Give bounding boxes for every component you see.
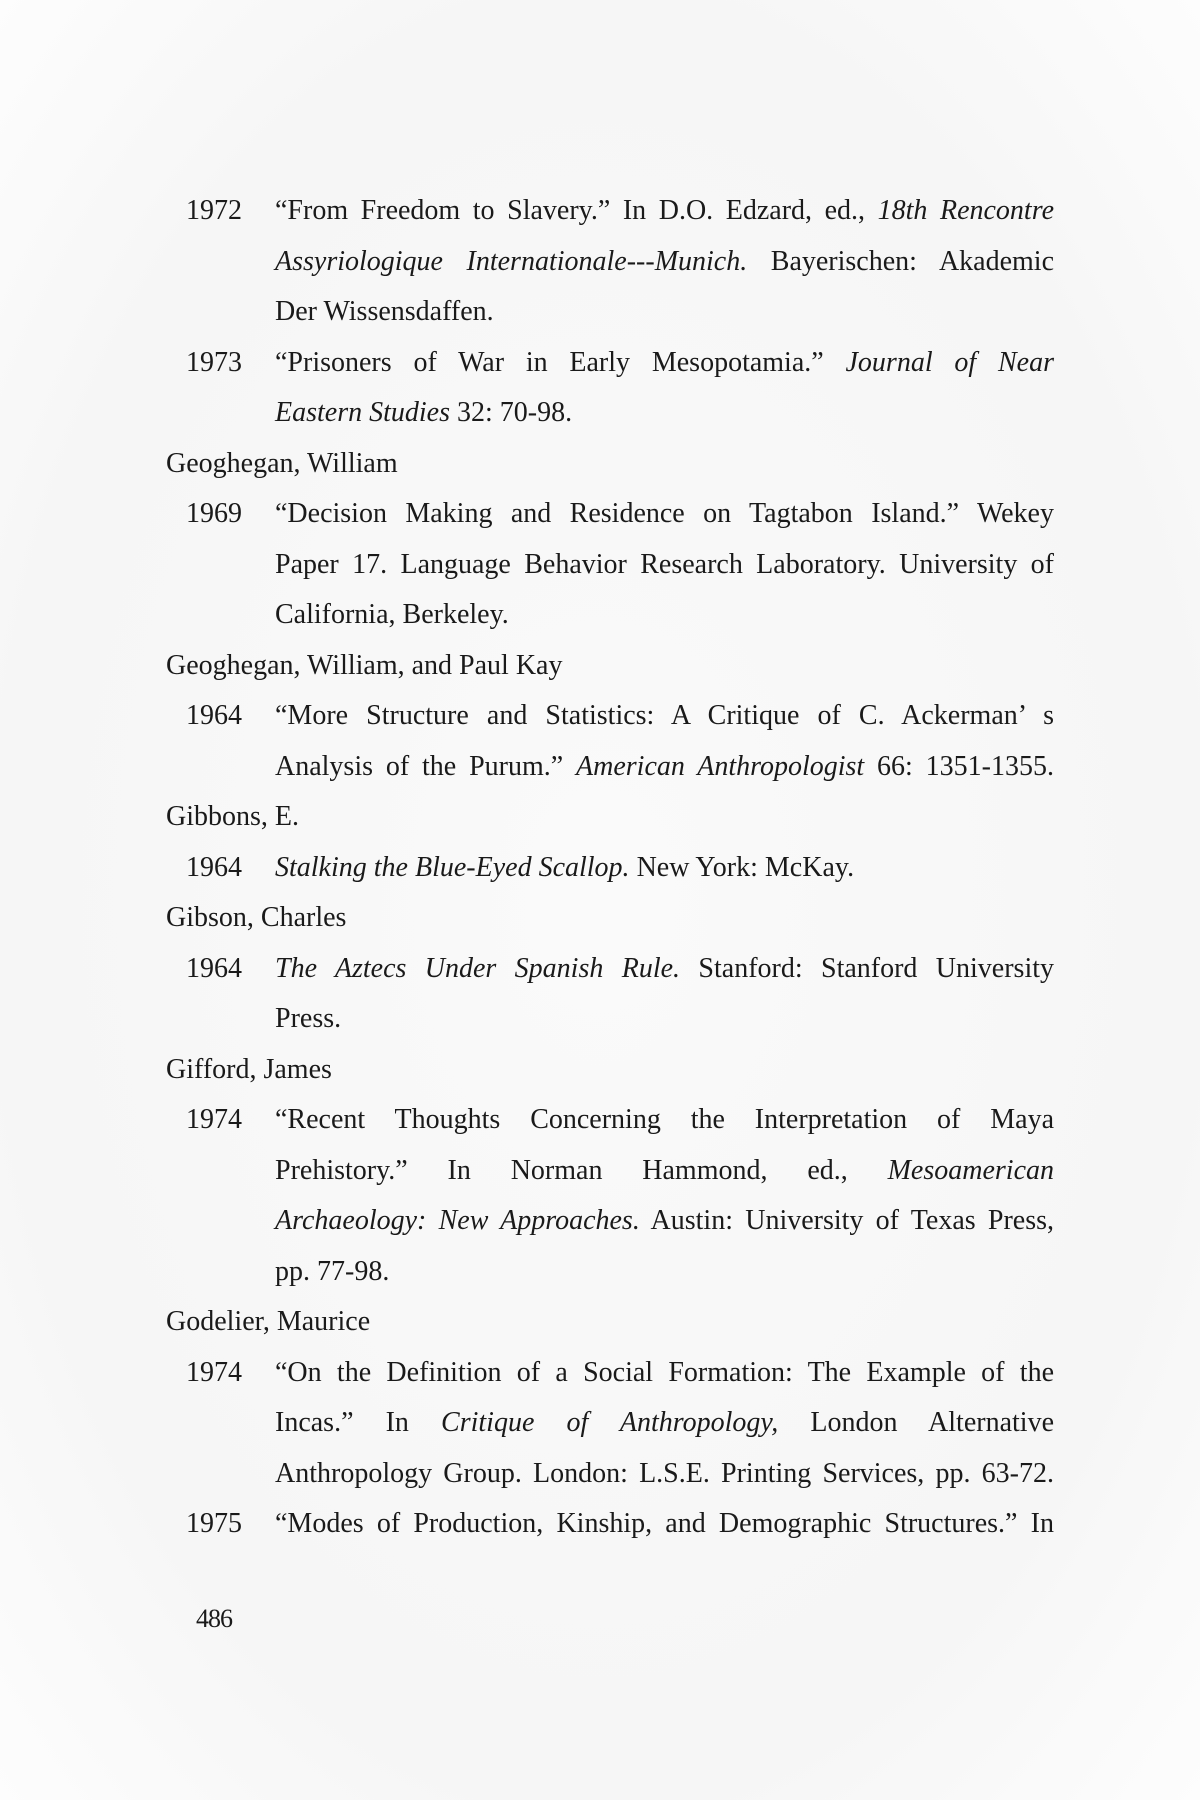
author-heading: Gifford, James bbox=[166, 1053, 332, 1085]
italic-title: Assyriologique Internationale---Munich. bbox=[275, 245, 748, 277]
citation-line bbox=[275, 1456, 1054, 1492]
italic-title: Critique of Anthropology, bbox=[441, 1407, 779, 1438]
entry-year: 1974 bbox=[186, 1104, 242, 1135]
citation-text: London Alternative bbox=[778, 1407, 1054, 1438]
citation-text: “Prisoners of War in Early Mesopotamia.” bbox=[275, 346, 846, 378]
citation-text: Stanford: Stanford University bbox=[680, 952, 1055, 984]
citation-line bbox=[275, 1506, 1054, 1542]
citation-text: Der Wissensdaffen. bbox=[275, 296, 494, 327]
citation-text: “Recent Thoughts Concerning the Interpretation of Maya bbox=[275, 1104, 1054, 1135]
citation-text: Paper 17. Language Behavior Research Laboratory. University of bbox=[275, 548, 1054, 580]
citation-text: “From Freedom to Slavery.” In D.O. Edzard, ed., bbox=[275, 195, 878, 226]
citation-line bbox=[275, 1102, 1054, 1138]
citation-text: Austin: University of Texas Press, bbox=[639, 1205, 1054, 1236]
italic-title: The Aztecs Under Spanish Rule. bbox=[275, 952, 681, 984]
citation-line bbox=[275, 294, 1054, 330]
citation-line bbox=[275, 547, 1054, 583]
citation-text: Press. bbox=[275, 1003, 342, 1034]
entry-year: 1964 bbox=[186, 700, 242, 731]
citation-text: “On the Definition of a Social Formation: The Example of the bbox=[275, 1356, 1054, 1388]
citation-line bbox=[275, 698, 1054, 734]
citation-text: Bayerischen: Akademic bbox=[747, 245, 1055, 277]
entry-year: 1969 bbox=[186, 498, 242, 529]
italic-title: Journal of Near bbox=[845, 346, 1054, 378]
citation-line bbox=[275, 395, 1054, 431]
entry-year: 1972 bbox=[186, 195, 242, 226]
citation-line bbox=[275, 1203, 1054, 1239]
citation-line bbox=[275, 749, 1054, 785]
author-heading: Geoghegan, William, and Paul Kay bbox=[166, 649, 563, 681]
citation-line bbox=[275, 345, 1054, 381]
italic-title: Mesoamerican bbox=[887, 1154, 1054, 1186]
citation-line bbox=[275, 1405, 1054, 1441]
citation-text: “More Structure and Statistics: A Critique of C. Ackerman’ s bbox=[275, 700, 1054, 731]
citation-text: Anthropology Group. London: L.S.E. Printing Services, pp. 63-72. bbox=[275, 1457, 1054, 1489]
citation-line bbox=[275, 1355, 1054, 1391]
page-number: 486 bbox=[196, 1604, 232, 1633]
citation-line bbox=[275, 496, 1054, 532]
citation-line bbox=[275, 1001, 1054, 1037]
citation-text: Incas.” In bbox=[275, 1407, 442, 1438]
italic-title: American Anthropologist bbox=[576, 750, 865, 782]
author-heading: Godelier, Maurice bbox=[166, 1306, 371, 1337]
entry-year: 1974 bbox=[186, 1356, 242, 1388]
citation-text: Analysis of the Purum.” bbox=[275, 750, 577, 782]
italic-title: Archaeology: New Approaches. bbox=[275, 1205, 640, 1236]
entry-year: 1964 bbox=[186, 952, 242, 984]
citation-line bbox=[275, 1153, 1054, 1189]
entry-year: 1973 bbox=[186, 346, 242, 378]
citation-text: “Modes of Production, Kinship, and Demographic Structures.” In bbox=[275, 1508, 1054, 1539]
author-heading: Geoghegan, William bbox=[166, 447, 398, 479]
author-heading: Gibbons, E. bbox=[166, 801, 299, 832]
entry-year: 1975 bbox=[186, 1508, 242, 1539]
citation-text: 32: 70-98. bbox=[450, 397, 573, 428]
citation-line bbox=[275, 850, 1054, 886]
citation-text: “Decision Making and Residence on Tagtabon Island.” Wekey bbox=[275, 498, 1054, 529]
italic-title: Eastern Studies bbox=[275, 397, 450, 428]
citation-line bbox=[275, 597, 1054, 633]
italic-title: 18th Rencontre bbox=[877, 195, 1055, 226]
citation-line bbox=[275, 951, 1054, 987]
citation-text: pp. 77-98. bbox=[275, 1255, 390, 1287]
entry-year: 1964 bbox=[186, 851, 242, 883]
citation-line bbox=[275, 1254, 1054, 1290]
citation-text: 66: 1351-1355. bbox=[864, 750, 1054, 782]
citation-text: Prehistory.” In Norman Hammond, ed., bbox=[275, 1154, 888, 1186]
citation-text: California, Berkeley. bbox=[275, 599, 509, 630]
citation-text: New York: McKay. bbox=[629, 851, 855, 883]
italic-title: Stalking the Blue-Eyed Scallop. bbox=[275, 851, 630, 883]
citation-line bbox=[275, 244, 1054, 280]
author-heading: Gibson, Charles bbox=[166, 902, 347, 933]
citation-line bbox=[275, 193, 1054, 229]
